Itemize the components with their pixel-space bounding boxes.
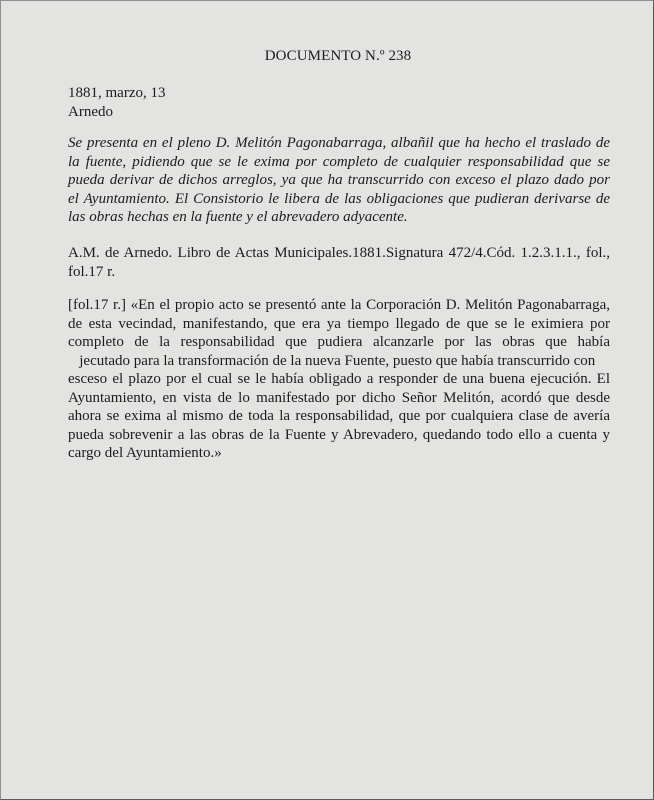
transcription-line: cargo del Ayuntamiento.» <box>68 445 222 461</box>
document-title: DOCUMENTO N.º 238 <box>264 48 412 64</box>
document-header <box>68 84 610 121</box>
summary-line: las obras hechas en la fuente y el abrevadero adyacente. <box>68 209 408 225</box>
source-line: A.M. de Arnedo. Libro de Actas Municipales.1881.Signatura 472/4.Cód. 1.2.3.1.1., fol., <box>68 245 610 261</box>
document-summary <box>68 134 610 227</box>
summary-line: Se presenta en el pleno D. Melitón Pagonabarraga, albañil que ha hecho el traslado de <box>68 135 610 151</box>
summary-line: la fuente, pidiendo que se le exima por completo de cualquier responsabilidad que se <box>68 153 610 170</box>
transcription-line: completo de la responsabilidad que pudiera alcanzarle por las obras que había <box>68 334 610 350</box>
transcription-line: jecutado para la transformación de la nueva Fuente, puesto que había transcurrido con <box>68 352 596 369</box>
archival-source <box>68 244 610 281</box>
document-transcription <box>68 296 610 463</box>
transcription-line: pueda sobrevenir a las obras de la Fuente y Abrevadero, quedando todo ello a cuenta y <box>68 426 610 443</box>
transcription-line: ahora se exima al mismo de toda la responsabilidad, que por cualquiera clase de avería <box>68 408 610 424</box>
transcription-line: [fol.17 r.] «En el propio acto se presentó ante la Corporación D. Melitón Pagonabarraga, <box>68 297 610 313</box>
summary-line: pueda derivar de dichos arreglos, ya que ha transcurrido con exceso el plazo dado por <box>68 172 610 188</box>
transcription-line: de esta vecindad, manifestando, que era ya tiempo llegado de que se le eximiera por <box>68 315 610 332</box>
document-date: 1881, marzo, 13 <box>68 85 166 101</box>
source-line: fol.17 r. <box>68 263 116 280</box>
transcription-line: Ayuntamiento, en vista de lo manifestado por dicho Señor Melitón, acordó que desde <box>68 389 610 406</box>
summary-line: el Ayuntamiento. El Consistorio le libera de las obligaciones que pudieran derivarse de <box>68 190 610 207</box>
document-place: Arnedo <box>68 103 113 120</box>
transcription-line: esceso el plazo por el cual se le había obligado a responder de una buena ejecución. El <box>68 371 610 387</box>
